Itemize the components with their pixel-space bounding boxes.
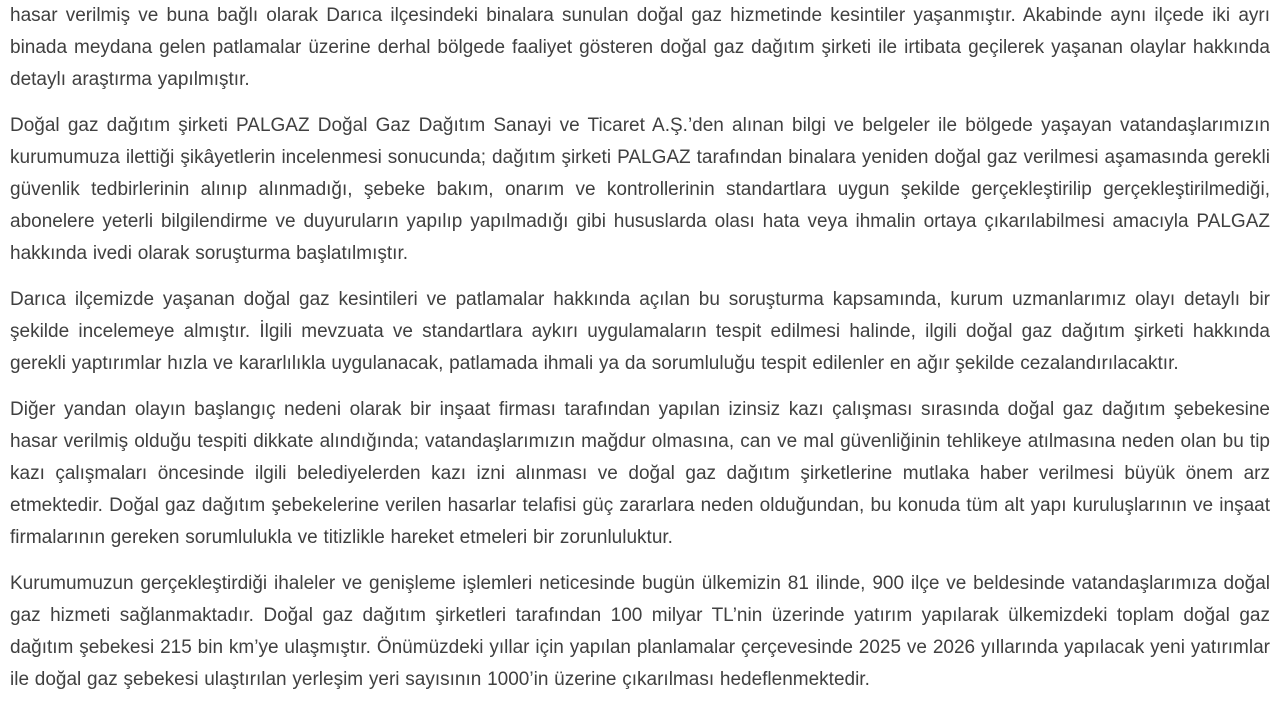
paragraph-gas-outage-intro: hasar verilmiş ve buna bağlı olarak Darıca ilçesindeki binalara sunulan doğal gaz hizmetinde kesintiler yaşanmıştır. Akabinde aynı ilçede iki ayrı binada meydana gelen patlamalar üzerine derhal bölgede faaliyet gösteren doğal gaz dağıtım şirketi ile irtibata geçilerek yaşanan olaylar hakkında detaylı araştırma yapılmıştır. <box>10 5 1270 90</box>
paragraph-palgaz-investigation: Doğal gaz dağıtım şirketi PALGAZ Doğal Gaz Dağıtım Sanayi ve Ticaret A.Ş.’den alınan bilgi ve belgeler ile bölgede yaşayan vatandaşlarımızın kurumumuza ilettiği şikâyetlerin incelenmesi sonucunda; dağıtım şirketi PALGAZ tarafından binalara yeniden doğal gaz verilmesi aşamasında gerekli güvenlik tedbirlerinin alınıp alınmadığı, şebeke bakım, onarım ve kontrollerinin standartlara uygun şekilde gerçekleştirilip gerçekleştirilmediği, abonelere yeterli bilgilendirme ve duyuruların yapılıp yapılmadığı gibi hususlarda olası hata veya ihmalin ortaya çıkarılabilmesi amacıyla PALGAZ hakkında ivedi olarak soruşturma başlatılmıştır. <box>10 115 1270 264</box>
paragraph-excavation-warning: Diğer yandan olayın başlangıç nedeni olarak bir inşaat firması tarafından yapılan izinsiz kazı çalışması sırasında doğal gaz dağıtım şebekesine hasar verilmiş olduğu tespiti dikkate alındığında; vatandaşlarımızın mağdur olmasına, can ve mal güvenliğinin tehlikeye atılmasına neden olan bu tip kazı çalışmaları öncesinde ilgili belediyelerden kazı izni alınması ve doğal gaz dağıtım şirketlerine mutlaka haber verilmesi büyük önem arz etmektedir. Doğal gaz dağıtım şebekelerine verilen hasarlar telafisi güç zararlara neden olduğundan, bu konuda tüm alt yapı kuruluşlarının ve inşaat firmalarının gereken sorumlulukla ve titizlikle hareket etmeleri bir zorunluluktur. <box>10 399 1270 548</box>
paragraph-network-statistics: Kurumumuzun gerçekleştirdiği ihaleler ve genişleme işlemleri neticesinde bugün ülkemizin 81 ilinde, 900 ilçe ve beldesinde vatandaşlarımıza doğal gaz hizmeti sağlanmaktadır. Doğal gaz dağıtım şirketleri tarafından 100 milyar TL’nin üzerinde yatırım yapılarak ülkemizdeki toplam doğal gaz dağıtım şebekesi 215 bin km’ye ulaşmıştır. Önümüzdeki yıllar için yapılan planlamalar çerçevesinde 2025 ve 2026 yıllarında yapılacak yeni yatırımlar ile doğal gaz şebekesi ulaştırılan yerleşim yeri sayısının 1000’in üzerine çıkarılması hedeflenmektedir. <box>10 573 1270 690</box>
paragraph-sanctions: Darıca ilçemizde yaşanan doğal gaz kesintileri ve patlamalar hakkında açılan bu soruşturma kapsamında, kurum uzmanlarımız olayı detaylı bir şekilde incelemeye almıştır. İlgili mevzuata ve standartlara aykırı uygulamaların tespit edilmesi halinde, ilgili doğal gaz dağıtım şirketi hakkında gerekli yaptırımlar hızla ve kararlılıkla uygulanacak, patlamada ihmali ya da sorumluluğu tespit edilenler en ağır şekilde cezalandırılacaktır. <box>10 289 1270 374</box>
